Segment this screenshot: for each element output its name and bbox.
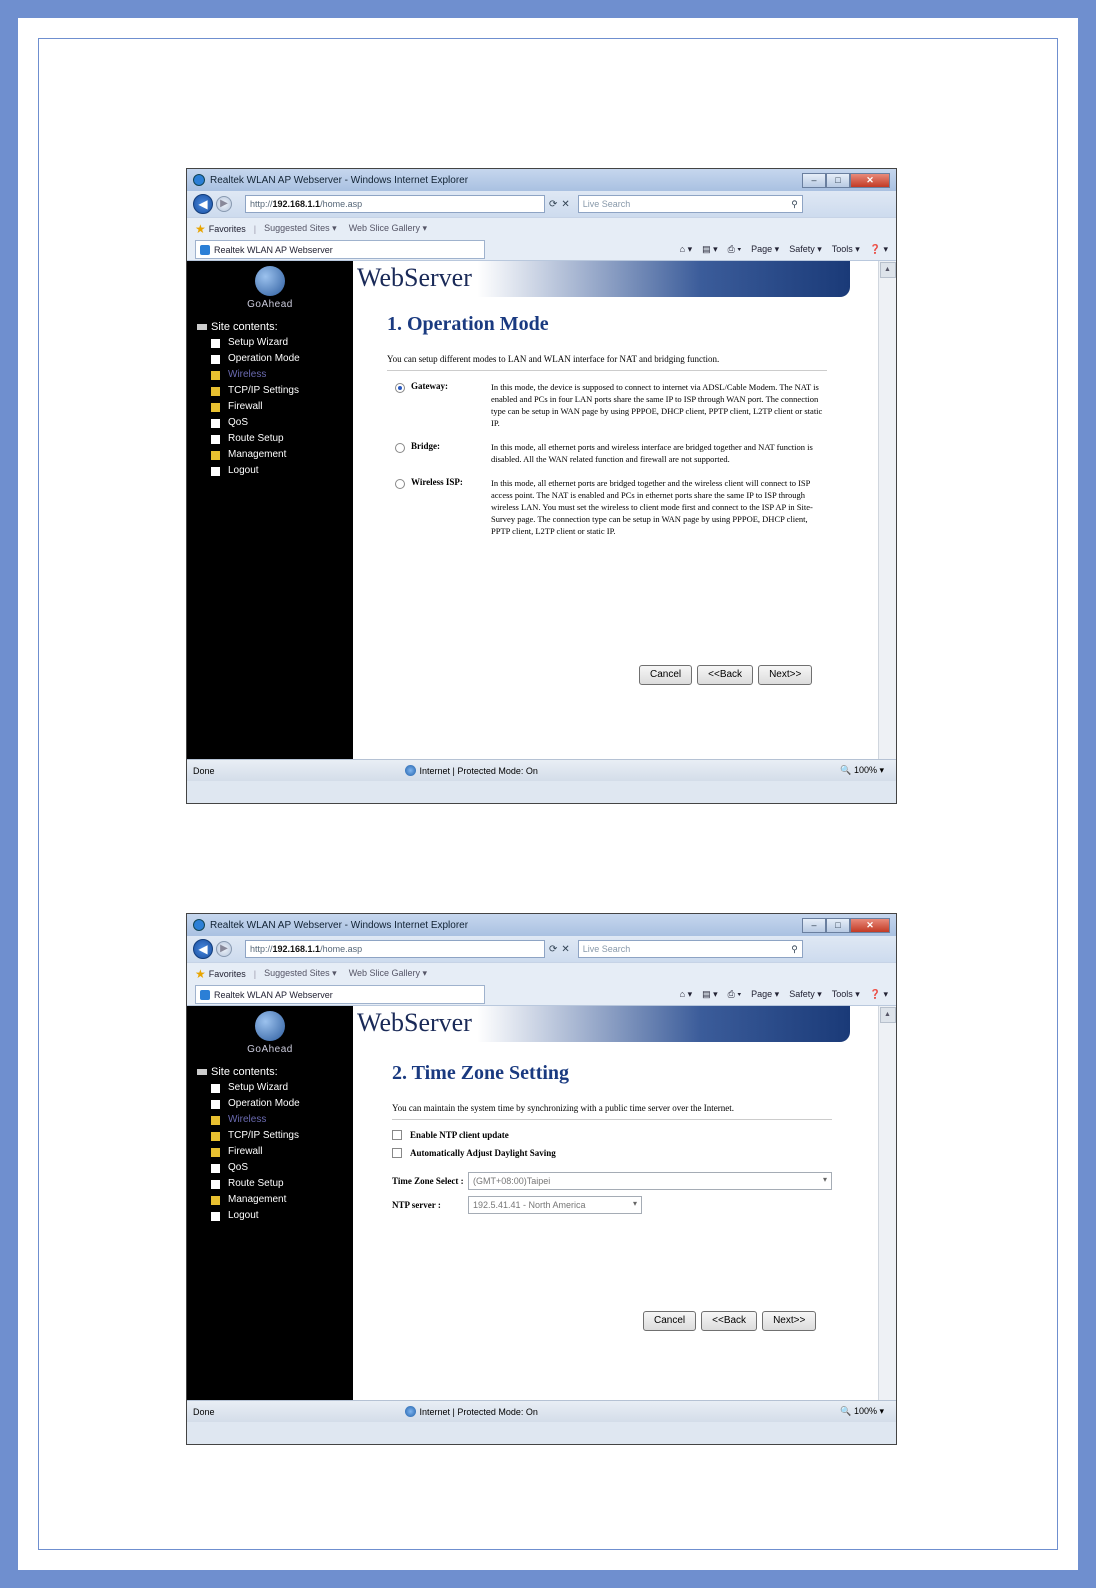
window-title: Realtek WLAN AP Webserver - Windows Internet Explorer xyxy=(210,174,469,186)
maximize-button[interactable]: □ xyxy=(826,918,850,933)
enable-ntp-row xyxy=(392,1130,832,1140)
stop-icon[interactable]: ✕ xyxy=(561,198,570,210)
nav-label: Firewall xyxy=(228,401,263,412)
print-icon[interactable]: ⎙ ▾ xyxy=(727,244,742,254)
address-path: /home.asp xyxy=(320,944,363,954)
nav-label: QoS xyxy=(228,1162,249,1173)
intro-text: You can setup different modes to LAN and WLAN interface for NAT and bridging function. xyxy=(387,354,827,371)
time-zone-row xyxy=(392,1172,832,1190)
nav-item-firewall[interactable] xyxy=(211,1144,353,1160)
ntp-server-select[interactable] xyxy=(468,1196,642,1214)
nav-label: Route Setup xyxy=(228,433,284,444)
mode-option-wireless-isp xyxy=(387,477,827,537)
operation-mode-panel xyxy=(387,313,827,549)
vertical-scrollbar[interactable] xyxy=(878,1006,896,1400)
site-nav xyxy=(187,335,353,479)
mode-label: Bridge: xyxy=(411,441,440,451)
forward-arrow-icon[interactable]: ▶ xyxy=(216,941,232,957)
folder-icon xyxy=(211,371,220,380)
tab-title: Realtek WLAN AP Webserver xyxy=(214,989,333,1000)
nav-item-wireless[interactable] xyxy=(211,367,353,383)
zoom-control[interactable]: 🔍 100% ▾ xyxy=(840,1406,884,1416)
browser-window-time-zone xyxy=(186,913,897,1445)
minimize-button[interactable]: – xyxy=(802,173,826,188)
zone-label: Internet | Protected Mode: On xyxy=(419,765,538,776)
mode-option-gateway xyxy=(387,381,827,429)
back-arrow-icon[interactable]: ◀ xyxy=(193,194,213,214)
forward-arrow-icon[interactable]: ▶ xyxy=(216,196,232,212)
nav-label: Setup Wizard xyxy=(228,1082,289,1093)
search-icon[interactable]: ⚲ xyxy=(791,943,798,954)
auto-dst-row xyxy=(392,1148,832,1158)
next-button[interactable]: Next>> xyxy=(762,1311,816,1331)
nav-item-setup-wizard[interactable] xyxy=(211,335,353,351)
status-text: Done xyxy=(193,1406,215,1417)
address-field[interactable] xyxy=(245,195,545,213)
nav-label: Wireless xyxy=(228,369,267,380)
suggested-sites-link[interactable]: Suggested Sites ▾ xyxy=(264,223,337,233)
globe-icon xyxy=(405,1406,416,1417)
globe-icon xyxy=(405,765,416,776)
ie-icon xyxy=(193,919,205,931)
back-button[interactable]: <<Back xyxy=(701,1311,757,1331)
nav-item-qos[interactable] xyxy=(211,1160,353,1176)
time-zone-panel xyxy=(392,1062,832,1214)
command-bar xyxy=(187,239,896,261)
nav-label: Route Setup xyxy=(228,1178,284,1189)
back-arrow-icon[interactable]: ◀ xyxy=(193,939,213,959)
mode-description: In this mode, all ethernet ports are bridged together and the wireless client will connect to ISP access point. The NAT is enabled and PCs in ethernet ports share the same IP to ISP through wireless LAN. You must set the wireless to client mode first and connect to the ISP AP in Site-Survey page. The connection type can be setup in WAN page by using PPPOE, DHCP client, PPTP client, L2TP client or static IP. xyxy=(491,478,813,536)
browser-tab[interactable] xyxy=(195,985,485,1004)
help-icon[interactable]: ❓ ▾ xyxy=(869,989,888,999)
document-icon xyxy=(211,467,220,476)
nav-label: TCP/IP Settings xyxy=(228,1130,299,1141)
web-slice-gallery-link[interactable]: Web Slice Gallery ▾ xyxy=(348,968,428,978)
document-icon xyxy=(211,1212,220,1221)
nav-item-tcpip-settings[interactable] xyxy=(211,383,353,399)
site-sidebar xyxy=(187,1006,353,1400)
enable-ntp-checkbox[interactable] xyxy=(392,1130,402,1140)
mode-description: In this mode, all ethernet ports and wireless interface are bridged together and NAT function is disabled. All the WAN related function and firewall are not supported. xyxy=(491,442,813,464)
nav-item-qos[interactable] xyxy=(211,415,353,431)
mode-option-bridge xyxy=(387,441,827,465)
webserver-banner xyxy=(353,1006,850,1042)
wireless-isp-radio[interactable] xyxy=(395,479,405,489)
nav-item-firewall[interactable] xyxy=(211,399,353,415)
nav-label: Wireless xyxy=(228,1114,267,1125)
time-zone-value: (GMT+08:00)Taipei xyxy=(473,1176,551,1186)
address-host: 192.168.1.1 xyxy=(272,199,321,209)
site-nav xyxy=(187,1080,353,1224)
favorites-star-icon: ★ xyxy=(195,221,206,236)
nav-label: Management xyxy=(228,1194,287,1205)
feeds-icon[interactable]: ▤ ▾ xyxy=(702,244,718,254)
browser-tab[interactable] xyxy=(195,240,485,259)
document-icon xyxy=(211,1180,220,1189)
folder-icon xyxy=(211,451,220,460)
tab-title: Realtek WLAN AP Webserver xyxy=(214,244,333,255)
search-field[interactable] xyxy=(578,195,803,213)
intro-text: You can maintain the system time by synchronizing with a public time server over the Internet. xyxy=(392,1103,832,1120)
book-icon xyxy=(197,324,207,330)
close-button[interactable]: ✕ xyxy=(850,173,890,188)
scroll-up-icon[interactable]: ▲ xyxy=(880,262,896,278)
favorites-star-icon: ★ xyxy=(195,966,206,981)
nav-label: Setup Wizard xyxy=(228,337,289,348)
nav-item-route-setup[interactable] xyxy=(211,431,353,447)
ie-icon xyxy=(193,174,205,186)
time-zone-label: Time Zone Select : xyxy=(392,1176,464,1186)
nav-label: Management xyxy=(228,449,287,460)
address-bar-row xyxy=(187,936,896,962)
page-title: 1. Operation Mode xyxy=(387,313,549,335)
zoom-control[interactable]: 🔍 100% ▾ xyxy=(840,765,884,775)
folder-icon xyxy=(211,1148,220,1157)
print-icon[interactable]: ⎙ ▾ xyxy=(727,989,742,999)
webserver-banner xyxy=(353,261,850,297)
search-icon[interactable]: ⚲ xyxy=(791,198,798,209)
ntp-server-label: NTP server : xyxy=(392,1200,441,1210)
favbar-separator: | xyxy=(253,223,257,234)
gateway-radio[interactable] xyxy=(395,383,405,393)
ntp-server-row xyxy=(392,1196,832,1214)
back-button[interactable]: <<Back xyxy=(697,665,753,685)
page-icon xyxy=(200,245,210,255)
window-controls xyxy=(802,918,890,933)
window-titlebar xyxy=(187,914,896,936)
status-text: Done xyxy=(193,765,215,776)
security-zone[interactable] xyxy=(405,765,538,776)
address-prefix: http:// xyxy=(250,199,273,209)
time-zone-select[interactable] xyxy=(468,1172,832,1190)
nav-item-operation-mode[interactable] xyxy=(211,351,353,367)
document-icon xyxy=(211,1084,220,1093)
address-field[interactable] xyxy=(245,940,545,958)
help-icon[interactable]: ❓ ▾ xyxy=(869,244,888,254)
folder-icon xyxy=(211,1116,220,1125)
logo-text: GoAhead xyxy=(247,299,293,310)
feeds-icon[interactable]: ▤ ▾ xyxy=(702,989,718,999)
window-title: Realtek WLAN AP Webserver - Windows Internet Explorer xyxy=(210,919,469,931)
nav-item-logout[interactable] xyxy=(211,1208,353,1224)
status-bar xyxy=(187,759,896,781)
cancel-button[interactable]: Cancel xyxy=(639,665,692,685)
favorites-bar xyxy=(187,217,896,239)
address-prefix: http:// xyxy=(250,944,273,954)
logo-globe-icon xyxy=(255,1011,285,1041)
close-button[interactable]: ✕ xyxy=(850,918,890,933)
page-icon xyxy=(200,990,210,1000)
address-path: /home.asp xyxy=(320,199,363,209)
vertical-scrollbar[interactable] xyxy=(878,261,896,759)
folder-icon xyxy=(211,1196,220,1205)
auto-dst-checkbox[interactable] xyxy=(392,1148,402,1158)
zone-label: Internet | Protected Mode: On xyxy=(419,1406,538,1417)
maximize-button[interactable]: □ xyxy=(826,173,850,188)
status-bar xyxy=(187,1400,896,1422)
stop-icon[interactable]: ✕ xyxy=(561,943,570,955)
address-bar-row xyxy=(187,191,896,217)
mode-label: Wireless ISP: xyxy=(411,477,463,487)
nav-item-setup-wizard[interactable] xyxy=(211,1080,353,1096)
zoom-level: 100% xyxy=(853,1406,877,1416)
nav-label: Logout xyxy=(228,465,259,476)
document-icon xyxy=(211,1100,220,1109)
nav-item-wireless[interactable] xyxy=(211,1112,353,1128)
bridge-radio[interactable] xyxy=(395,443,405,453)
web-slice-gallery-link[interactable]: Web Slice Gallery ▾ xyxy=(348,223,428,233)
command-buttons xyxy=(680,244,888,255)
favorites-bar xyxy=(187,962,896,984)
security-zone[interactable] xyxy=(405,1406,538,1417)
window-controls xyxy=(802,173,890,188)
folder-icon xyxy=(211,387,220,396)
goahead-logo xyxy=(187,261,353,315)
ntp-server-value: 192.5.41.41 - North America xyxy=(473,1200,586,1210)
mode-label: Gateway: xyxy=(411,381,448,391)
document-icon xyxy=(211,1164,220,1173)
enable-ntp-label: Enable NTP client update xyxy=(410,1130,509,1140)
site-contents-label: Site contents: xyxy=(211,321,278,333)
address-host: 192.168.1.1 xyxy=(272,944,321,954)
nav-label: Logout xyxy=(228,1210,259,1221)
document-icon xyxy=(211,339,220,348)
favorites-button[interactable]: Favorites xyxy=(208,968,246,979)
document-icon xyxy=(211,355,220,364)
folder-icon xyxy=(211,403,220,412)
wizard-buttons xyxy=(639,665,812,685)
page-content xyxy=(187,1006,896,1400)
search-placeholder: Live Search xyxy=(582,199,631,209)
next-button[interactable]: Next>> xyxy=(758,665,812,685)
scroll-up-icon[interactable]: ▲ xyxy=(880,1007,896,1023)
site-contents-heading xyxy=(187,1066,353,1078)
cancel-button[interactable]: Cancel xyxy=(643,1311,696,1331)
safety-menu[interactable]: Safety ▾ xyxy=(789,989,822,999)
command-bar xyxy=(187,984,896,1006)
search-field[interactable] xyxy=(578,940,803,958)
nav-item-logout[interactable] xyxy=(211,463,353,479)
safety-menu[interactable]: Safety ▾ xyxy=(789,244,822,254)
folder-icon xyxy=(211,1132,220,1141)
refresh-icon[interactable]: ⟳ xyxy=(549,943,558,955)
window-titlebar xyxy=(187,169,896,191)
tools-menu[interactable]: Tools ▾ xyxy=(831,244,860,254)
logo-text: GoAhead xyxy=(247,1044,293,1055)
nav-item-management[interactable] xyxy=(211,447,353,463)
document-icon xyxy=(211,419,220,428)
favorites-button[interactable]: Favorites xyxy=(208,223,246,234)
nav-label: Operation Mode xyxy=(228,353,300,364)
book-icon xyxy=(197,1069,207,1075)
page-title: 2. Time Zone Setting xyxy=(392,1062,570,1084)
command-buttons xyxy=(680,989,888,1000)
browser-window-operation-mode xyxy=(186,168,897,804)
page-menu[interactable]: Page ▾ xyxy=(751,244,780,254)
auto-dst-label: Automatically Adjust Daylight Saving xyxy=(410,1148,556,1158)
nav-item-management[interactable] xyxy=(211,1192,353,1208)
goahead-logo xyxy=(187,1006,353,1060)
page-menu[interactable]: Page ▾ xyxy=(751,989,780,999)
home-icon[interactable]: ⌂ ▾ xyxy=(679,989,693,999)
minimize-button[interactable]: – xyxy=(802,918,826,933)
wizard-buttons xyxy=(643,1311,816,1331)
nav-label: Firewall xyxy=(228,1146,263,1157)
logo-globe-icon xyxy=(255,266,285,296)
zoom-level: 100% xyxy=(853,765,877,775)
refresh-icon[interactable]: ⟳ xyxy=(549,198,558,210)
favbar-separator: | xyxy=(253,968,257,979)
home-icon[interactable]: ⌂ ▾ xyxy=(679,244,693,254)
nav-item-tcpip-settings[interactable] xyxy=(211,1128,353,1144)
site-sidebar xyxy=(187,261,353,759)
site-contents-heading xyxy=(187,321,353,333)
site-contents-label: Site contents: xyxy=(211,1066,278,1078)
nav-item-route-setup[interactable] xyxy=(211,1176,353,1192)
page-content xyxy=(187,261,896,759)
banner-title: WebServer xyxy=(357,263,472,292)
nav-label: QoS xyxy=(228,417,249,428)
banner-title: WebServer xyxy=(357,1008,472,1037)
search-placeholder: Live Search xyxy=(582,944,631,954)
nav-label: TCP/IP Settings xyxy=(228,385,299,396)
document-icon xyxy=(211,435,220,444)
suggested-sites-link[interactable]: Suggested Sites ▾ xyxy=(264,968,337,978)
mode-description: In this mode, the device is supposed to connect to internet via ADSL/Cable Modem. The NAT is enabled and PCs in four LAN ports share the same IP to ISP through WAN port. The connection type can be setup in WAN page by using PPPOE, DHCP client, PPTP client, L2TP client or static IP. xyxy=(491,382,823,428)
tools-menu[interactable]: Tools ▾ xyxy=(831,989,860,999)
nav-label: Operation Mode xyxy=(228,1098,300,1109)
nav-item-operation-mode[interactable] xyxy=(211,1096,353,1112)
